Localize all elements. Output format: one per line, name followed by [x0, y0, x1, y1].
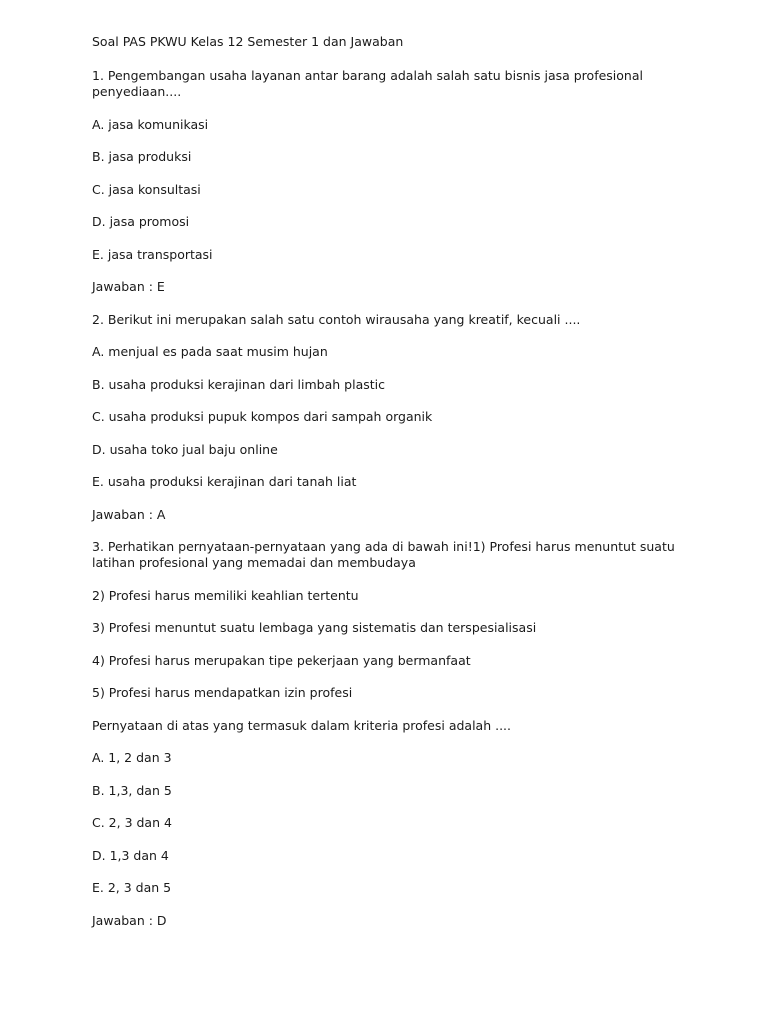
question-2-option-b: B. usaha produksi kerajinan dari limbah plastic [92, 376, 385, 392]
question-3-statement-4: 4) Profesi harus merupakan tipe pekerjaan yang bermanfaat [92, 652, 471, 668]
question-1-option-e: E. jasa transportasi [92, 246, 213, 262]
question-3-option-b: B. 1,3, dan 5 [92, 782, 172, 798]
question-3-option-c: C. 2, 3 dan 4 [92, 815, 172, 830]
question-3-statement-2: 2) Profesi harus memiliki keahlian tertentu [92, 587, 359, 603]
document-title: Soal PAS PKWU Kelas 12 Semester 1 dan Jawaban [92, 34, 404, 49]
question-3-text: 3. Perhatikan pernyataan-pernyataan yang ada di bawah ini!1) Profesi harus menuntut suatu latihan profesional yang memadai dan membudaya [92, 539, 675, 570]
question-1-option-d: D. jasa promosi [92, 214, 190, 229]
question-1-option-c: C. jasa konsultasi [92, 181, 201, 197]
question-3-statement-3: 3) Profesi menuntut suatu lembaga yang sistematis dan terspesialisasi [92, 620, 537, 635]
question-2-option-e: E. usaha produksi kerajinan dari tanah liat [92, 474, 357, 489]
question-1-option-b: B. jasa produksi [92, 149, 192, 164]
question-1-answer: Jawaban : E [92, 279, 165, 294]
question-1-text: 1. Pengembangan usaha layanan antar barang adalah salah satu bisnis jasa profesional penyediaan.... [92, 68, 643, 99]
question-3-option-a: A. 1, 2 dan 3 [92, 750, 172, 765]
question-2-text: 2. Berikut ini merupakan salah satu contoh wirausaha yang kreatif, kecuali .... [92, 311, 581, 327]
question-3-answer: Jawaban : D [92, 912, 167, 928]
document-page [92, 34, 692, 945]
question-2-answer: Jawaban : A [92, 506, 166, 522]
question-1-option-a: A. jasa komunikasi [92, 116, 209, 132]
question-3-prompt: Pernyataan di atas yang termasuk dalam kriteria profesi adalah .... [92, 717, 512, 733]
question-3-option-e: E. 2, 3 dan 5 [92, 880, 172, 895]
question-3-option-d: D. 1,3 dan 4 [92, 847, 169, 863]
question-2-option-d: D. usaha toko jual baju online [92, 441, 278, 457]
question-2-option-c: C. usaha produksi pupuk kompos dari sampah organik [92, 409, 433, 424]
question-3-statement-5: 5) Profesi harus mendapatkan izin profesi [92, 685, 353, 700]
question-2-option-a: A. menjual es pada saat musim hujan [92, 344, 328, 359]
